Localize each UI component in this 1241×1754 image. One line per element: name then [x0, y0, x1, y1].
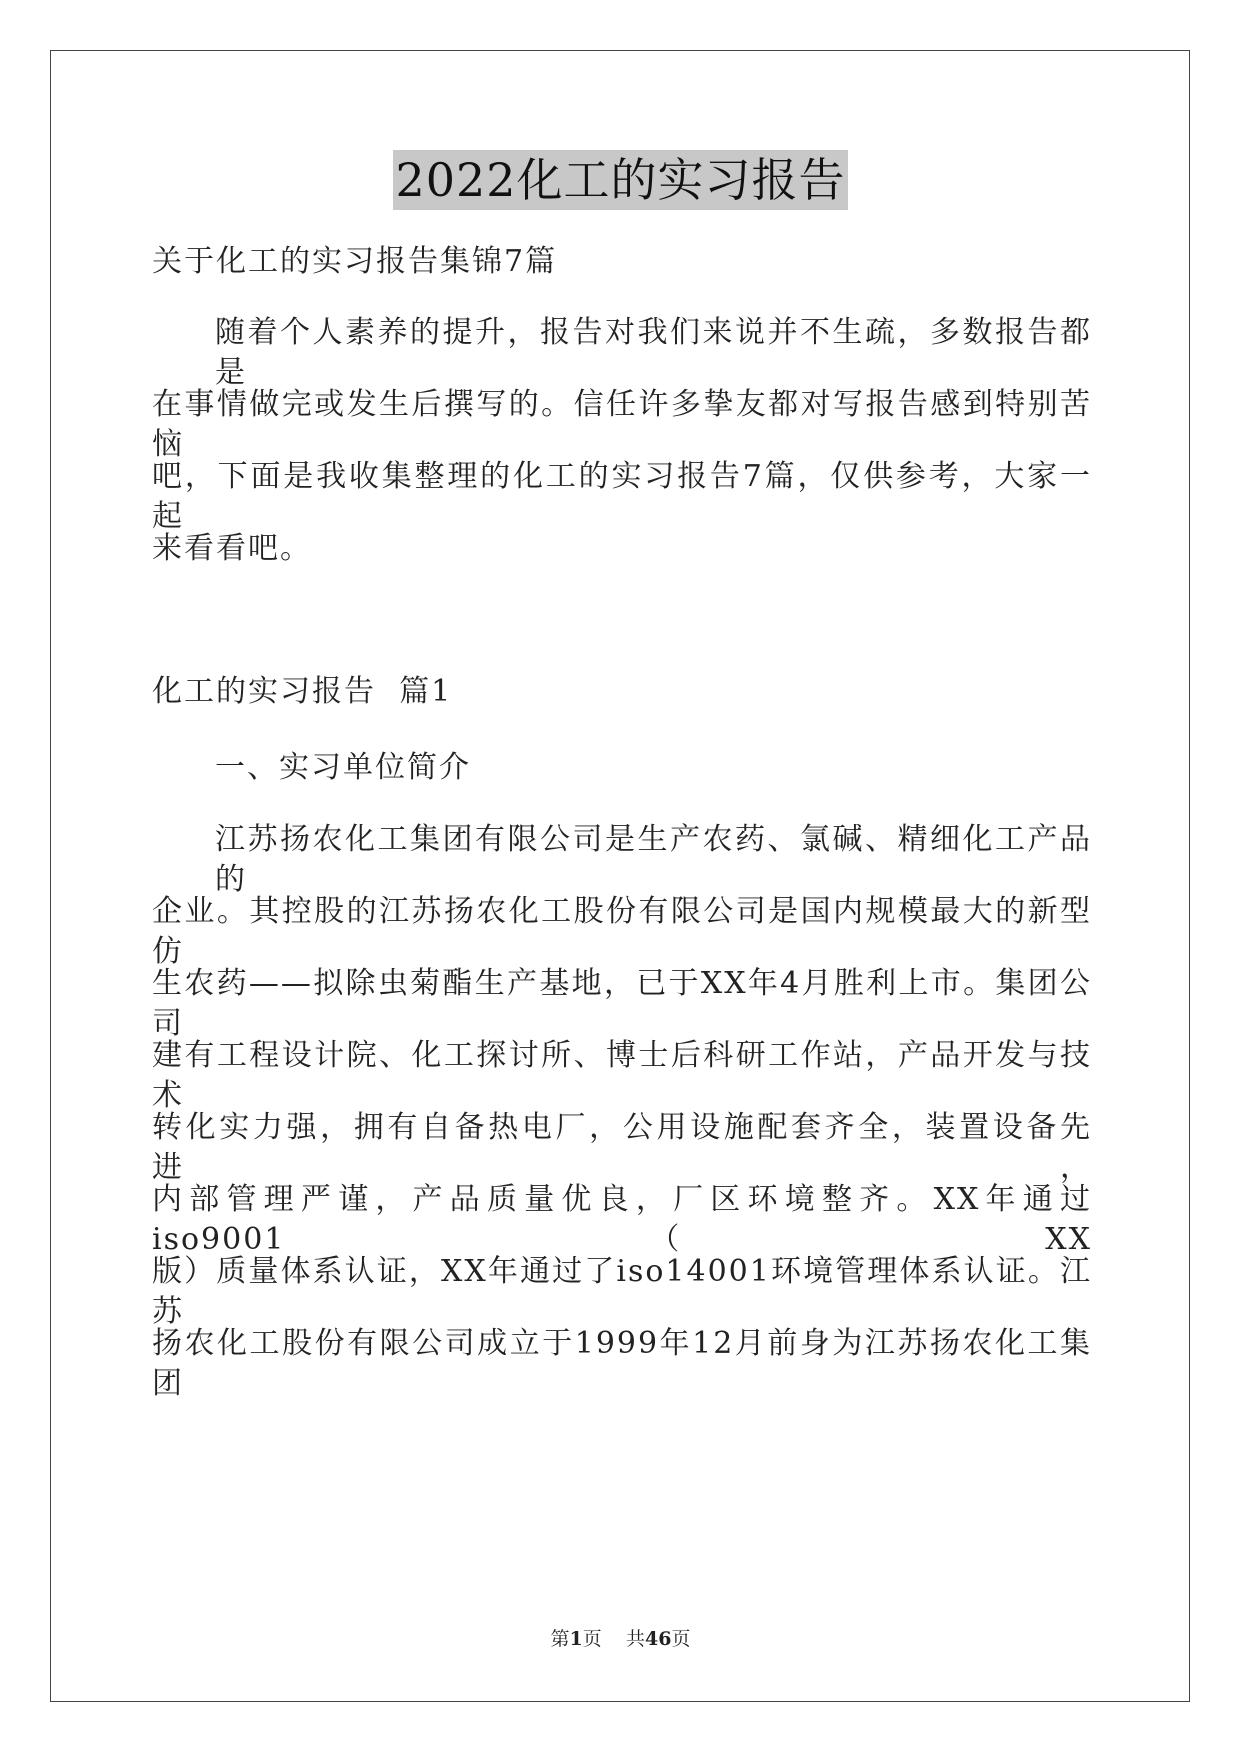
body-paragraph-line: 建有工程设计院、化工探讨所、博士后科研工作站，产品开发与技术	[152, 1038, 1092, 1113]
page-unit: 页	[582, 1628, 602, 1650]
intro-paragraph-line: 来看看吧。	[152, 531, 312, 566]
sub-heading: 一、实习单位简介	[215, 750, 471, 785]
document-title: 2022化工的实习报告	[393, 150, 847, 210]
page-prefix: 第	[550, 1628, 570, 1650]
page-current-number: 1	[569, 1628, 583, 1650]
title-container	[0, 150, 1241, 210]
total-prefix: 共	[625, 1628, 645, 1650]
body-paragraph-line: 江苏扬农化工集团有限公司是生产农药、氯碱、精细化工产品的	[215, 822, 1092, 897]
body-paragraph-line: 版）质量体系认证，XX年通过了iso14001环境管理体系认证。江苏	[152, 1254, 1092, 1329]
page-total-number: 46	[644, 1628, 672, 1650]
intro-paragraph-line: 随着个人素养的提升，报告对我们来说并不生疏，多数报告都是	[215, 315, 1092, 390]
body-paragraph-line: 企业。其控股的江苏扬农化工股份有限公司是国内规模最大的新型仿	[152, 894, 1092, 969]
section-heading: 化工的实习报告 篇1	[152, 674, 453, 709]
body-paragraph-line: 生农药——拟除虫菊酯生产基地，已于XX年4月胜利上市。集团公司	[152, 966, 1092, 1041]
body-paragraph-line: 转化实力强，拥有自备热电厂，公用设施配套齐全，装置设备先进，	[152, 1110, 1092, 1185]
intro-paragraph-line: 吧，下面是我收集整理的化工的实习报告7篇，仅供参考，大家一起	[152, 459, 1092, 534]
body-paragraph-line: 内部管理严谨，产品质量优良，厂区环境整齐。XX年通过iso9001（XX	[152, 1182, 1092, 1257]
total-unit: 页	[671, 1628, 691, 1650]
document-subtitle: 关于化工的实习报告集锦7篇	[152, 244, 558, 279]
page-footer	[0, 1626, 1241, 1652]
body-paragraph-line: 扬农化工股份有限公司成立于1999年12月前身为江苏扬农化工集团	[152, 1326, 1092, 1401]
intro-paragraph-line: 在事情做完或发生后撰写的。信任许多挚友都对写报告感到特别苦恼	[152, 387, 1092, 462]
